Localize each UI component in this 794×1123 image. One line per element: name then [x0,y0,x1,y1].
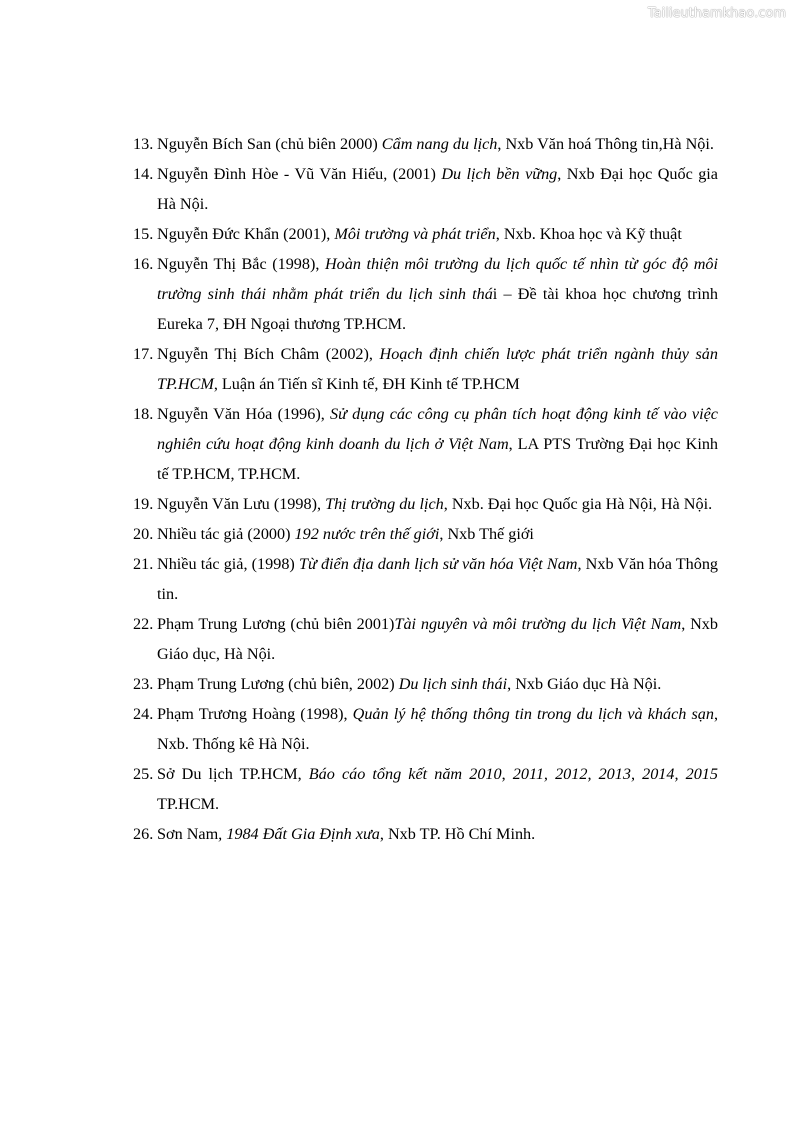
reference-publisher: , Nxb. Khoa học và Kỹ thuật [495,225,682,243]
reference-item [133,699,718,759]
reference-author: Nguyễn Bích San (chủ biên 2000) [157,135,382,153]
reference-item [133,609,718,669]
reference-publisher: , Nxb Giáo dục, Hà Nội. [157,615,718,663]
reference-item [133,819,718,849]
reference-publisher: , Nxb Đại học Quốc gia Hà Nội. [157,165,718,213]
reference-item [133,669,718,699]
reference-number: 13. [133,135,154,153]
reference-author: Phạm Trung Lương (chủ biên 2001) [157,615,395,633]
reference-number: 16. [133,255,154,273]
reference-author: Nguyễn Văn Hóa (1996), [157,405,330,423]
reference-title: Cẩm nang du lịch [381,135,498,153]
reference-author: Nguyễn Đình Hòe - Vũ Văn Hiếu, (2001) [157,165,442,183]
watermark: Tailieuthamkhao.com [647,6,786,21]
reference-publisher: , Luận án Tiến sĩ Kinh tế, ĐH Kinh tế TP.HCM [213,375,520,393]
reference-number: 22. [133,615,154,633]
reference-number: 23. [133,675,154,693]
reference-author: Phạm Trung Lương (chủ biên, 2002) [157,675,399,693]
reference-title: Hoàn thiện môi trường du lịch quốc tế nhìn từ góc độ môi trường sinh thái nhằm phát triển du lịch sinh thá [157,255,718,303]
reference-title: Thị trường du lịch [325,495,444,513]
reference-item [133,519,718,549]
reference-list [133,129,718,849]
reference-item [133,129,718,159]
reference-item [133,249,718,339]
reference-item [133,549,718,609]
reference-title: Từ điển địa danh lịch sử văn hóa Việt Nam [298,555,578,573]
reference-publisher: , Nxb. Thống kê Hà Nội. [157,705,719,753]
reference-publisher: i – Đề tài khoa học chương trình Eureka 7, ĐH Ngoại thương TP.HCM. [157,285,718,333]
reference-title: Du lịch bền vững [441,165,558,183]
reference-title: Du lịch sinh thái [398,675,508,693]
reference-item [133,489,718,519]
reference-author: Nguyễn Thị Bích Châm (2002), [157,345,380,363]
reference-title: 192 nước trên thế giới [294,525,440,543]
reference-publisher: , LA PTS Trường Đại học Kinh tế TP.HCM, TP.HCM. [157,435,719,483]
reference-separator: , [501,765,513,783]
reference-item [133,759,718,819]
reference-publisher: , Nxb TP. Hồ Chí Minh. [379,825,536,843]
reference-author: Nguyễn Thị Bắc (1998), [157,255,325,273]
reference-title: Tài nguyên và môi trường du lịch Việt Nam [394,615,682,633]
reference-title: Quản lý hệ thống thông tin trong du lịch và khách sạn [352,705,714,723]
reference-item [133,339,718,399]
reference-author: Sở Du lịch TP.HCM, [157,765,309,783]
reference-number: 24. [133,705,154,723]
reference-number: 18. [133,405,154,423]
reference-item [133,219,718,249]
reference-title: , 1984 Đất Gia Định xưa [218,825,380,843]
reference-number: 15. [133,225,154,243]
reference-number: 14. [133,165,154,183]
reference-title-years: 2011, 2012, 2013, 2014, 2015 [512,765,718,783]
reference-author: Nguyễn Đức Khẩn (2001), [157,225,335,243]
reference-number: 20. [133,525,154,543]
reference-title: Hoạch định chiến lược phát triển ngành thủy sản TP.HCM [157,345,718,393]
reference-publisher: , Nxb Văn hóa Thông tin. [157,555,719,603]
reference-number: 19. [133,495,154,513]
reference-number: 25. [133,765,154,783]
reference-author: Sơn Nam [157,825,219,843]
reference-title: Môi trường và phát triển [334,225,496,243]
reference-item [133,399,718,489]
reference-number: 17. [133,345,154,363]
reference-publisher: , Nxb Thế giới [439,525,534,543]
reference-title: Báo cáo tổng kết năm 2010 [308,765,502,783]
reference-author: Nhiều tác giả (2000) [157,525,295,543]
reference-author: Nguyễn Văn Lưu (1998), [157,495,326,513]
reference-publisher: , Nxb Văn hoá Thông tin,Hà Nội. [497,135,714,153]
reference-author: Nhiều tác giả, (1998) [157,555,299,573]
reference-publisher: , Nxb Giáo dục Hà Nội. [507,675,662,693]
reference-number: 26. [133,825,154,843]
reference-publisher: , Nxb. Đại học Quốc gia Hà Nội, Hà Nội. [443,495,713,513]
reference-item [133,159,718,219]
reference-publisher: TP.HCM. [157,795,220,813]
reference-title: Sử dụng các công cụ phân tích hoạt động kinh tế vào việc nghiên cứu hoạt động kinh doanh du lịch ở Việt Nam [157,405,718,453]
reference-number: 21. [133,555,154,573]
reference-author: Phạm Trương Hoàng (1998), [157,705,353,723]
